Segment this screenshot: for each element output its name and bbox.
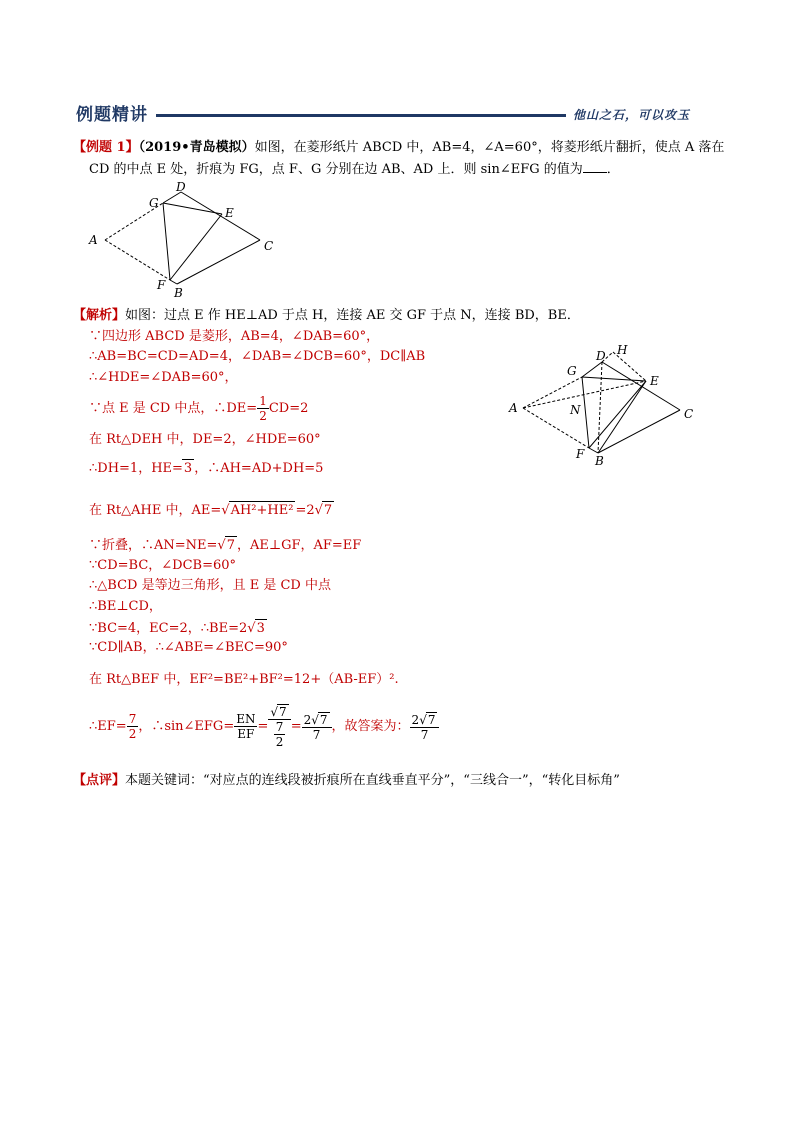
solution-line-4 [89,394,308,423]
problem-text-2: CD 的中点 E 处，折痕为 FG，点 F、G 分别在边 AB、AD 上．则 sin∠EFG 的值为 [89,162,583,177]
fig1-label-d: D [176,180,186,194]
solution-line-12: ∵BC=4，EC=2，∴BE=2√3 [89,621,265,636]
fraction-half: $\frac{1}{2}$ [259,394,267,423]
solution-line-4b: CD=2 [268,401,309,416]
problem-line-1 [73,139,724,157]
fig1-label-f: F [157,278,166,292]
fig1-label-b: B [174,286,183,300]
fig2-label-d: D [596,349,606,363]
solution-line-7: 在 Rt△AHE 中，AE=√AH²+HE² =2√7 [89,503,333,518]
solution-line-4a: ∵点 E 是 CD 中点，∴DE= [89,401,258,416]
fig2-label-g: G [567,364,577,378]
solution-line-6: ∴DH=1，HE=3 ，∴AH=AD+DH=5 [89,461,324,476]
solution-line-5: 在 Rt△DEH 中，DE=2，∠HDE=60° [89,432,321,447]
fig1-label-c: C [264,239,274,253]
fig2-label-b: B [595,454,604,468]
problem-text-1: 如图，在菱形纸片 ABCD 中，AB=4，∠A=60°，将菱形纸片翻折，使点 A 落在 [254,140,725,155]
fraction-answer: $\frac{2√7}{7}$ [410,712,440,742]
solution-line-13: ∵CD∥AB，∴∠ABE=∠BEC=90° [89,640,288,655]
solution-tag: 【解析】 [73,308,126,323]
solution-line-11: ∴BE⊥CD， [89,599,162,614]
solution-line-1: ∵四边形 ABCD 是菱形，AB=4，∠DAB=60°， [89,329,380,344]
fig2-label-e: E [650,374,659,388]
sqrt-7b: 7 [226,538,235,553]
fraction-en-ef: $\frac{EN}{EF}$ [236,712,256,741]
header-rule [156,114,566,117]
problem-text-2-end: ． [606,162,620,177]
problem-source: （2019•青岛模拟） [138,140,255,155]
fig2-label-f: F [576,447,585,461]
fraction-sqrt7-over-7-2: $\frac{√7}{\frac{7}{2}}$ [268,704,290,749]
fig2-label-n: N [570,403,581,417]
problem-tag: 【例题 1】 [73,140,139,155]
answer-blank [583,160,607,173]
solution-line-10: ∴△BCD 是等边三角形，且 E 是 CD 中点 [89,578,331,593]
solution-line-3: ∴∠HDE=∠DAB=60°， [89,370,238,385]
solution-intro [73,307,580,325]
comment-line [73,772,620,790]
solution-intro-text: 如图：过点 E 作 HE⊥AD 于点 H，连接 AE 交 GF 于点 N，连接 BD，BE． [125,308,580,323]
fig2-label-a: A [509,401,518,415]
fig1-label-g: G [149,196,159,210]
fig1-label-e: E [225,206,234,220]
header-motto: 他山之石，可以攻玉 [573,108,691,122]
figure-rhombus-solution [505,340,705,470]
sqrt-ah-he: AH²+HE² [230,503,294,518]
solution-line-14: 在 Rt△BEF 中，EF²=BE²+BF²=12+（AB-EF）². [89,672,399,687]
solution-line-2: ∴AB=BC=CD=AD=4，∠DAB=∠DCB=60°，DC∥AB [89,349,426,364]
sqrt-3: 3 [183,461,193,476]
fraction-result: $\frac{2√7}{7}$ [302,712,332,742]
sqrt-7: 7 [323,503,333,518]
fig2-label-c: C [684,407,694,421]
fig1-label-a: A [89,233,98,247]
fig2-label-h: H [617,343,628,357]
comment-tag: 【点评】 [73,773,126,788]
section-title: 例题精讲 [76,105,148,125]
solution-line-15: ∴EF= $\frac{7}{2}$ ，∴sin∠EFG= $\frac{EN}{EF}$ = $\frac{√7}{\frac{7}{2}}$ = $\frac{2√7}{7}$ ，故答案为： $\frac{2√7}{7}$ [89,704,439,749]
figure-rhombus [85,178,285,303]
sqrt-3b: 3 [256,621,265,636]
problem-line-2 [89,160,620,179]
fraction-7-2: $\frac{7}{2}$ [128,712,137,741]
comment-text: 本题关键词：“对应点的连线段被折痕所在直线垂直平分”，“三线合一”，“转化目标角” [125,773,620,788]
solution-line-8: ∵折叠，∴AN=NE=√7 ，AE⊥GF，AF=EF [89,538,362,553]
solution-line-9: ∵CD=BC，∠DCB=60° [89,558,237,573]
